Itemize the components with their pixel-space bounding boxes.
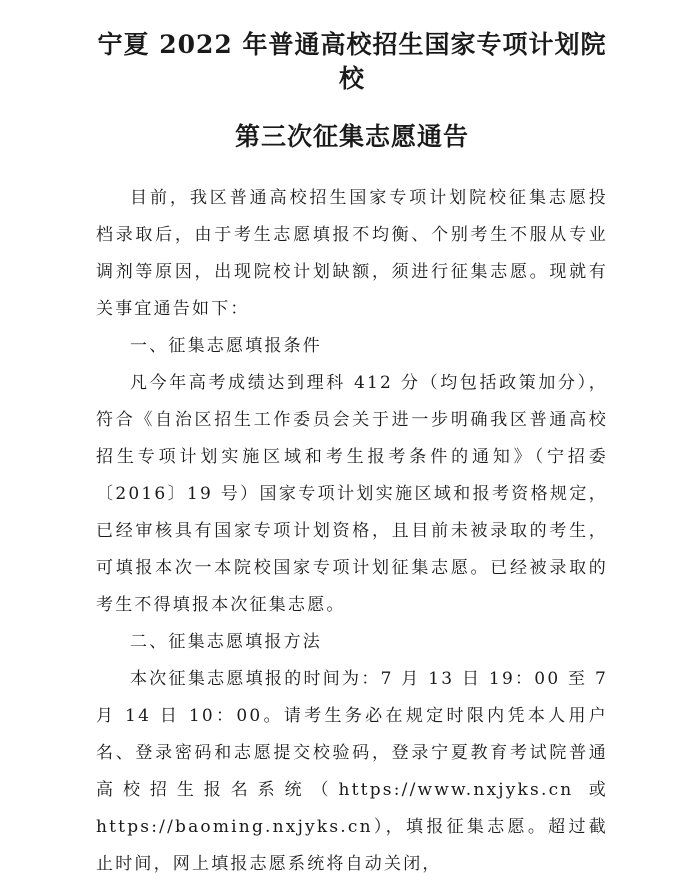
method-paragraph: 本次征集志愿填报的时间为：7 月 13 日 19：00 至 7 月 14 日 10：00。请考生务必在规定时限内凭本人用户名、登录密码和志愿提交校验码，登录宁夏教育考试院普通高校招生报名系统（https://www.nxjyks.cn 或 https://baoming.nxjyks.cn），填报征集志愿。超过截止时间，网上填报志愿系统将自动关闭， <box>96 669 608 874</box>
conditions-paragraph: 凡今年高考成绩达到理科 412 分（均包括政策加分），符合《自治区招生工作委员会关于进一步明确我区普通高校招生专项计划实施区域和考生报考条件的通知》（宁招委〔2016〕19 号）国家专项计划实施区域和报考资格规定，已经审核具有国家专项计划资格，且目前未被录取的考生，可填报本次一本院校国家专项计划征集志愿。已经被录取的考生不得填报本次征集志愿。 <box>96 373 608 615</box>
section-heading-method: 二、征集志愿填报方法 <box>130 632 322 652</box>
document-title-line1: 宁夏 2022 年普通高校招生国家专项计划院校 <box>97 30 607 93</box>
intro-paragraph: 目前，我区普通高校招生国家专项计划院校征集志愿投档录取后，由于考生志愿填报不均衡、个别考生不服从专业调剂等原因，出现院校计划缺额，须进行征集志愿。现就有关事宜通告如下： <box>96 188 608 319</box>
document-body <box>96 180 608 883</box>
document-title-line2: 第三次征集志愿通告 <box>234 122 469 151</box>
section-heading-conditions: 一、征集志愿填报条件 <box>130 336 322 356</box>
